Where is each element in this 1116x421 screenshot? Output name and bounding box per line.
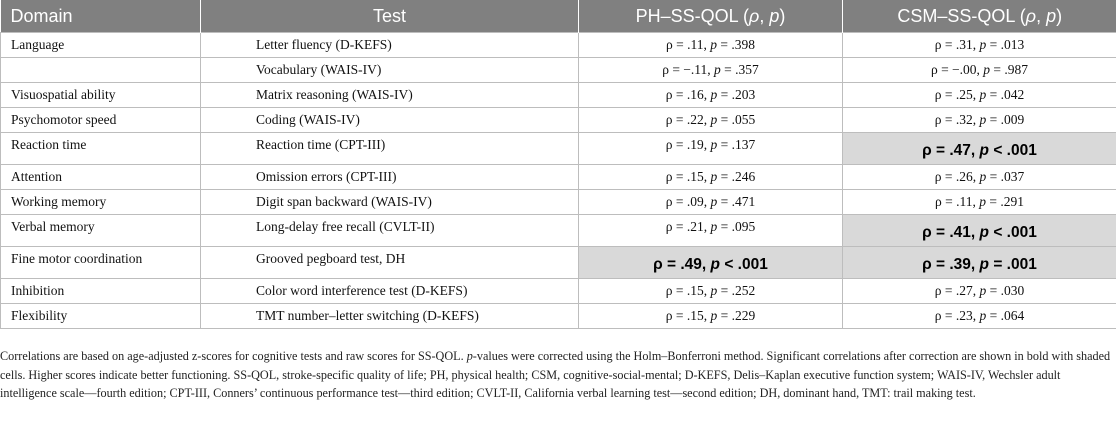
- cell-test: Color word interference test (D-KEFS): [201, 279, 579, 304]
- cell-domain: Psychomotor speed: [1, 108, 201, 133]
- table-row: [1, 279, 1116, 304]
- table-body: [1, 33, 1116, 329]
- cell-domain: Fine motor coordination: [1, 247, 201, 279]
- cell-ph: ρ = .49, p < .001: [579, 247, 843, 279]
- header-domain: Domain: [1, 0, 201, 33]
- cell-csm: ρ = .11, p = .291: [843, 190, 1116, 215]
- table-row: [1, 190, 1116, 215]
- cell-ph: ρ = .19, p = .137: [579, 133, 843, 165]
- cell-domain: Working memory: [1, 190, 201, 215]
- cell-test: Coding (WAIS-IV): [201, 108, 579, 133]
- cell-test: Long-delay free recall (CVLT-II): [201, 215, 579, 247]
- cell-csm: ρ = .47, p < .001: [843, 133, 1116, 165]
- cell-ph: ρ = −.11, p = .357: [579, 58, 843, 83]
- cell-test: Grooved pegboard test, DH: [201, 247, 579, 279]
- table-row: [1, 58, 1116, 83]
- cell-test: Digit span backward (WAIS-IV): [201, 190, 579, 215]
- cell-ph: ρ = .21, p = .095: [579, 215, 843, 247]
- header-row: [1, 0, 1116, 33]
- cell-ph: ρ = .16, p = .203: [579, 83, 843, 108]
- table-row: [1, 215, 1116, 247]
- cell-domain: Flexibility: [1, 304, 201, 329]
- cell-test: Vocabulary (WAIS-IV): [201, 58, 579, 83]
- cell-ph: ρ = .22, p = .055: [579, 108, 843, 133]
- table-row: [1, 83, 1116, 108]
- cell-csm: ρ = .39, p = .001: [843, 247, 1116, 279]
- cell-ph: ρ = .15, p = .252: [579, 279, 843, 304]
- cell-csm: ρ = .27, p = .030: [843, 279, 1116, 304]
- cell-test: Omission errors (CPT-III): [201, 165, 579, 190]
- cell-ph: ρ = .15, p = .246: [579, 165, 843, 190]
- cell-domain: Inhibition: [1, 279, 201, 304]
- header-test: Test: [201, 0, 579, 33]
- header-csm: CSM–SS-QOL (ρ, p): [843, 0, 1116, 33]
- cell-domain: Attention: [1, 165, 201, 190]
- cell-domain: Language: [1, 33, 201, 58]
- cell-csm: ρ = .26, p = .037: [843, 165, 1116, 190]
- cell-domain: Reaction time: [1, 133, 201, 165]
- cell-domain: Visuospatial ability: [1, 83, 201, 108]
- cell-test: Matrix reasoning (WAIS-IV): [201, 83, 579, 108]
- cell-test: Letter fluency (D-KEFS): [201, 33, 579, 58]
- table-row: [1, 108, 1116, 133]
- cell-csm: ρ = .41, p < .001: [843, 215, 1116, 247]
- cell-ph: ρ = .15, p = .229: [579, 304, 843, 329]
- cell-csm: ρ = .31, p = .013: [843, 33, 1116, 58]
- table-row: [1, 33, 1116, 58]
- table-row: [1, 133, 1116, 165]
- table-row: [1, 304, 1116, 329]
- cell-domain: [1, 58, 201, 83]
- cell-ph: ρ = .11, p = .398: [579, 33, 843, 58]
- cell-csm: ρ = .25, p = .042: [843, 83, 1116, 108]
- cell-test: Reaction time (CPT-III): [201, 133, 579, 165]
- cell-csm: ρ = .32, p = .009: [843, 108, 1116, 133]
- table-footnote: Correlations are based on age-adjusted z-scores for cognitive tests and raw scores for SS-QOL. p-values were corrected using the Holm–Bonferroni method. Significant correlations after correction are shown in bold with shaded cells. Higher scores indicate better functioning. SS-QOL, stroke-specific quality of life; PH, physical health; CSM, cognitive-social-mental; D-KEFS, Delis–Kaplan executive function system; WAIS-IV, Wechsler adult intelligence scale—fourth edition; CPT-III, Conners’ continuous performance test—third edition; CVLT-II, California verbal learning test—second edition; DH, dominant hand, TMT: trail making test.: [0, 349, 1111, 400]
- header-ph: PH–SS-QOL (ρ, p): [579, 0, 843, 33]
- cell-ph: ρ = .09, p = .471: [579, 190, 843, 215]
- table-row: [1, 247, 1116, 279]
- cell-domain: Verbal memory: [1, 215, 201, 247]
- cell-test: TMT number–letter switching (D-KEFS): [201, 304, 579, 329]
- table-row: [1, 165, 1116, 190]
- cell-csm: ρ = .23, p = .064: [843, 304, 1116, 329]
- cell-csm: ρ = −.00, p = .987: [843, 58, 1116, 83]
